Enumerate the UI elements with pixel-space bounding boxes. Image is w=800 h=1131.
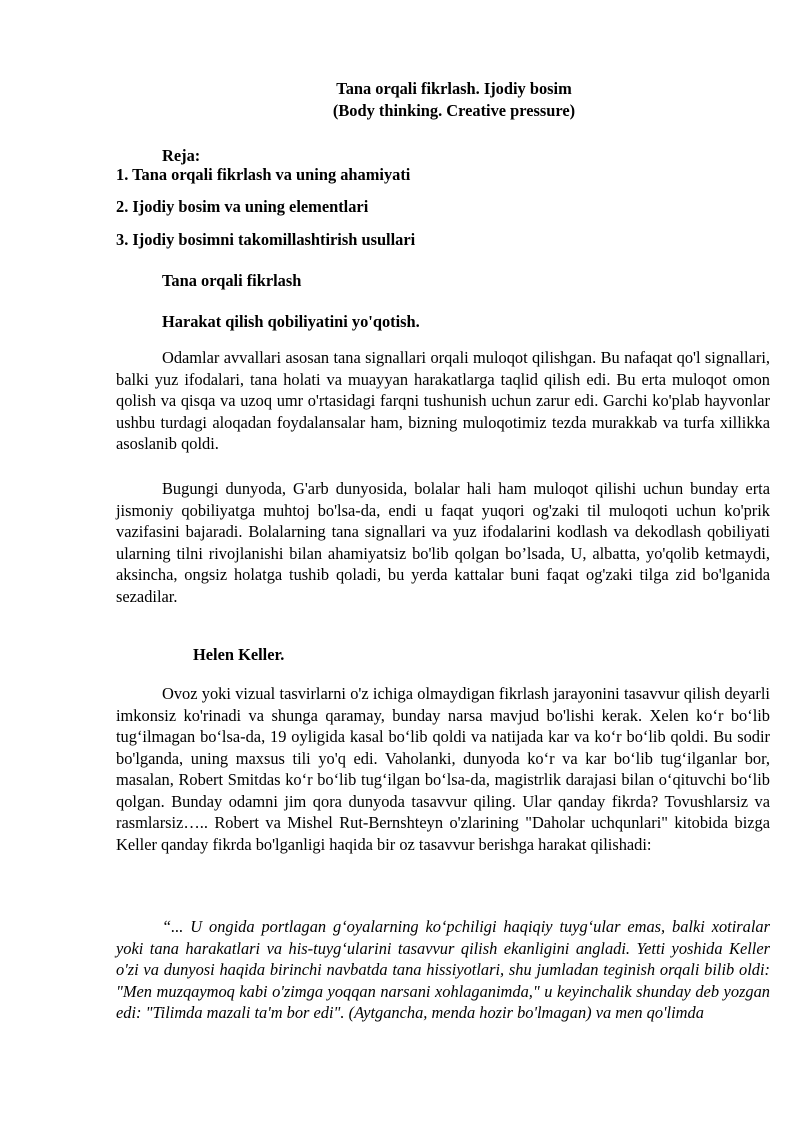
section-heading: Tana orqali fikrlash [162,271,302,290]
paragraph-1: Odamlar avvallari asosan tana signallari orqali muloqot qilishgan. Bu nafaqat qo'l signallari, balki yuz ifodalari, tana holati va muayyan harakatlarga taqlid qilish edi. Bu erta muloqot omon qolish va qisqa va uzoq umr o'rtasidagi farqni tushunish uchun zarur edi. Garchi ko'plab hayvonlar ushbu turdagi aloqadan foydalansalar ham, bizning muloqotimiz tezda murakkab va turfa xillikka asoslanib qoldi. [116,348,770,453]
plan-item-3: 3. Ijodiy bosimni takomillashtirish usullari [116,230,416,249]
helen-keller-heading: Helen Keller. [193,645,285,664]
plan-label: Reja: [162,146,201,165]
title-line-2: (Body thinking. Creative pressure) [332,100,576,120]
section-subheading: Harakat qilish qobiliyatini yo'qotish. [162,312,420,331]
title-line-1: Tana orqali fikrlash. Ijodiy bosim [336,79,572,98]
paragraph-3: Ovoz yoki vizual tasvirlarni o'z ichiga olmaydigan fikrlash jarayonini tasavvur qilish deyarli imkonsiz ko'rinadi va shunga qaramay, bunday narsa mavjud bo'lishi kerak. Xelen ko‘r bo‘lib tug‘ilmagan bo‘lsa-da, 19 oyligida kasal bo‘lib qoldi va natijada kar va ko‘r bo‘lib qoldi. Bu sodir bo'lganda, uning maxsus tili yo'q edi. Vaholanki, dunyoda ko‘r va kar bo‘lib tug‘ilganlar bor, masalan, Robert Smitdas ko‘r bo‘lib tug‘ilgan bo‘lsa-da, magistrlik darajasi bilan o‘qituvchi bo‘lib qolgan. Bunday odamni jim qora dunyoda tasavvur qiling. Ular qanday fikrda? Tovushlarsiz va rasmlarsiz….. Robert va Mishel Rut-Bernshteyn o'zlarining "Daholar uchqunlari" kitobida bizga Keller qanday fikrda bo'lganligi haqida bir oz tasavvur berishga harakat qilishadi: [116,684,770,854]
plan-item-2: 2. Ijodiy bosim va uning elementlari [116,197,369,216]
document-title [0,78,800,121]
paragraph-2: Bugungi dunyoda, G'arb dunyosida, bolalar hali ham muloqot qilishi uchun bunday erta jismoniy qobiliyatga muhtoj bo'lsa-da, endi u faqat yuqori og'zaki til muloqoti uchun ko'prik vazifasini bajaradi. Bolalarning tana signallari va yuz ifodalarini kodlash va dekodlash qobiliyati ularning tilni rivojlanishi bilan ahamiyatsiz bo'lib qolgan bo’lsada, U, albatta, yo'qolib ketmaydi, aksincha, ongsiz holatga tushib qoladi, bu yerda kattalar buni faqat og'zaki tilga zid bo'lganida sezadilar. [116,479,770,606]
plan-item-1: 1. Tana orqali fikrlash va uning ahamiyati [116,165,411,184]
quote-paragraph: “... U ongida portlagan g‘oyalarning ko‘pchiligi haqiqiy tuyg‘ular emas, balki xotiralar yoki tana harakatlari va his-tuyg‘ularini tasavvur qilish ekanligini angladi. Yetti yoshida Keller o'zi va dunyosi haqida birinchi navbatda tana hissiyotlari, shu jumladan teginish orqali bilib oldi: "Men muzqaymoq kabi o'zimga yoqqan narsani xohlaganimda," u keyinchalik shunday deb yozgan edi: "Tilimda mazali ta'm bor edi". (Aytgancha, menda hozir bo'lmagan) va men qo'limda [116,917,770,1022]
